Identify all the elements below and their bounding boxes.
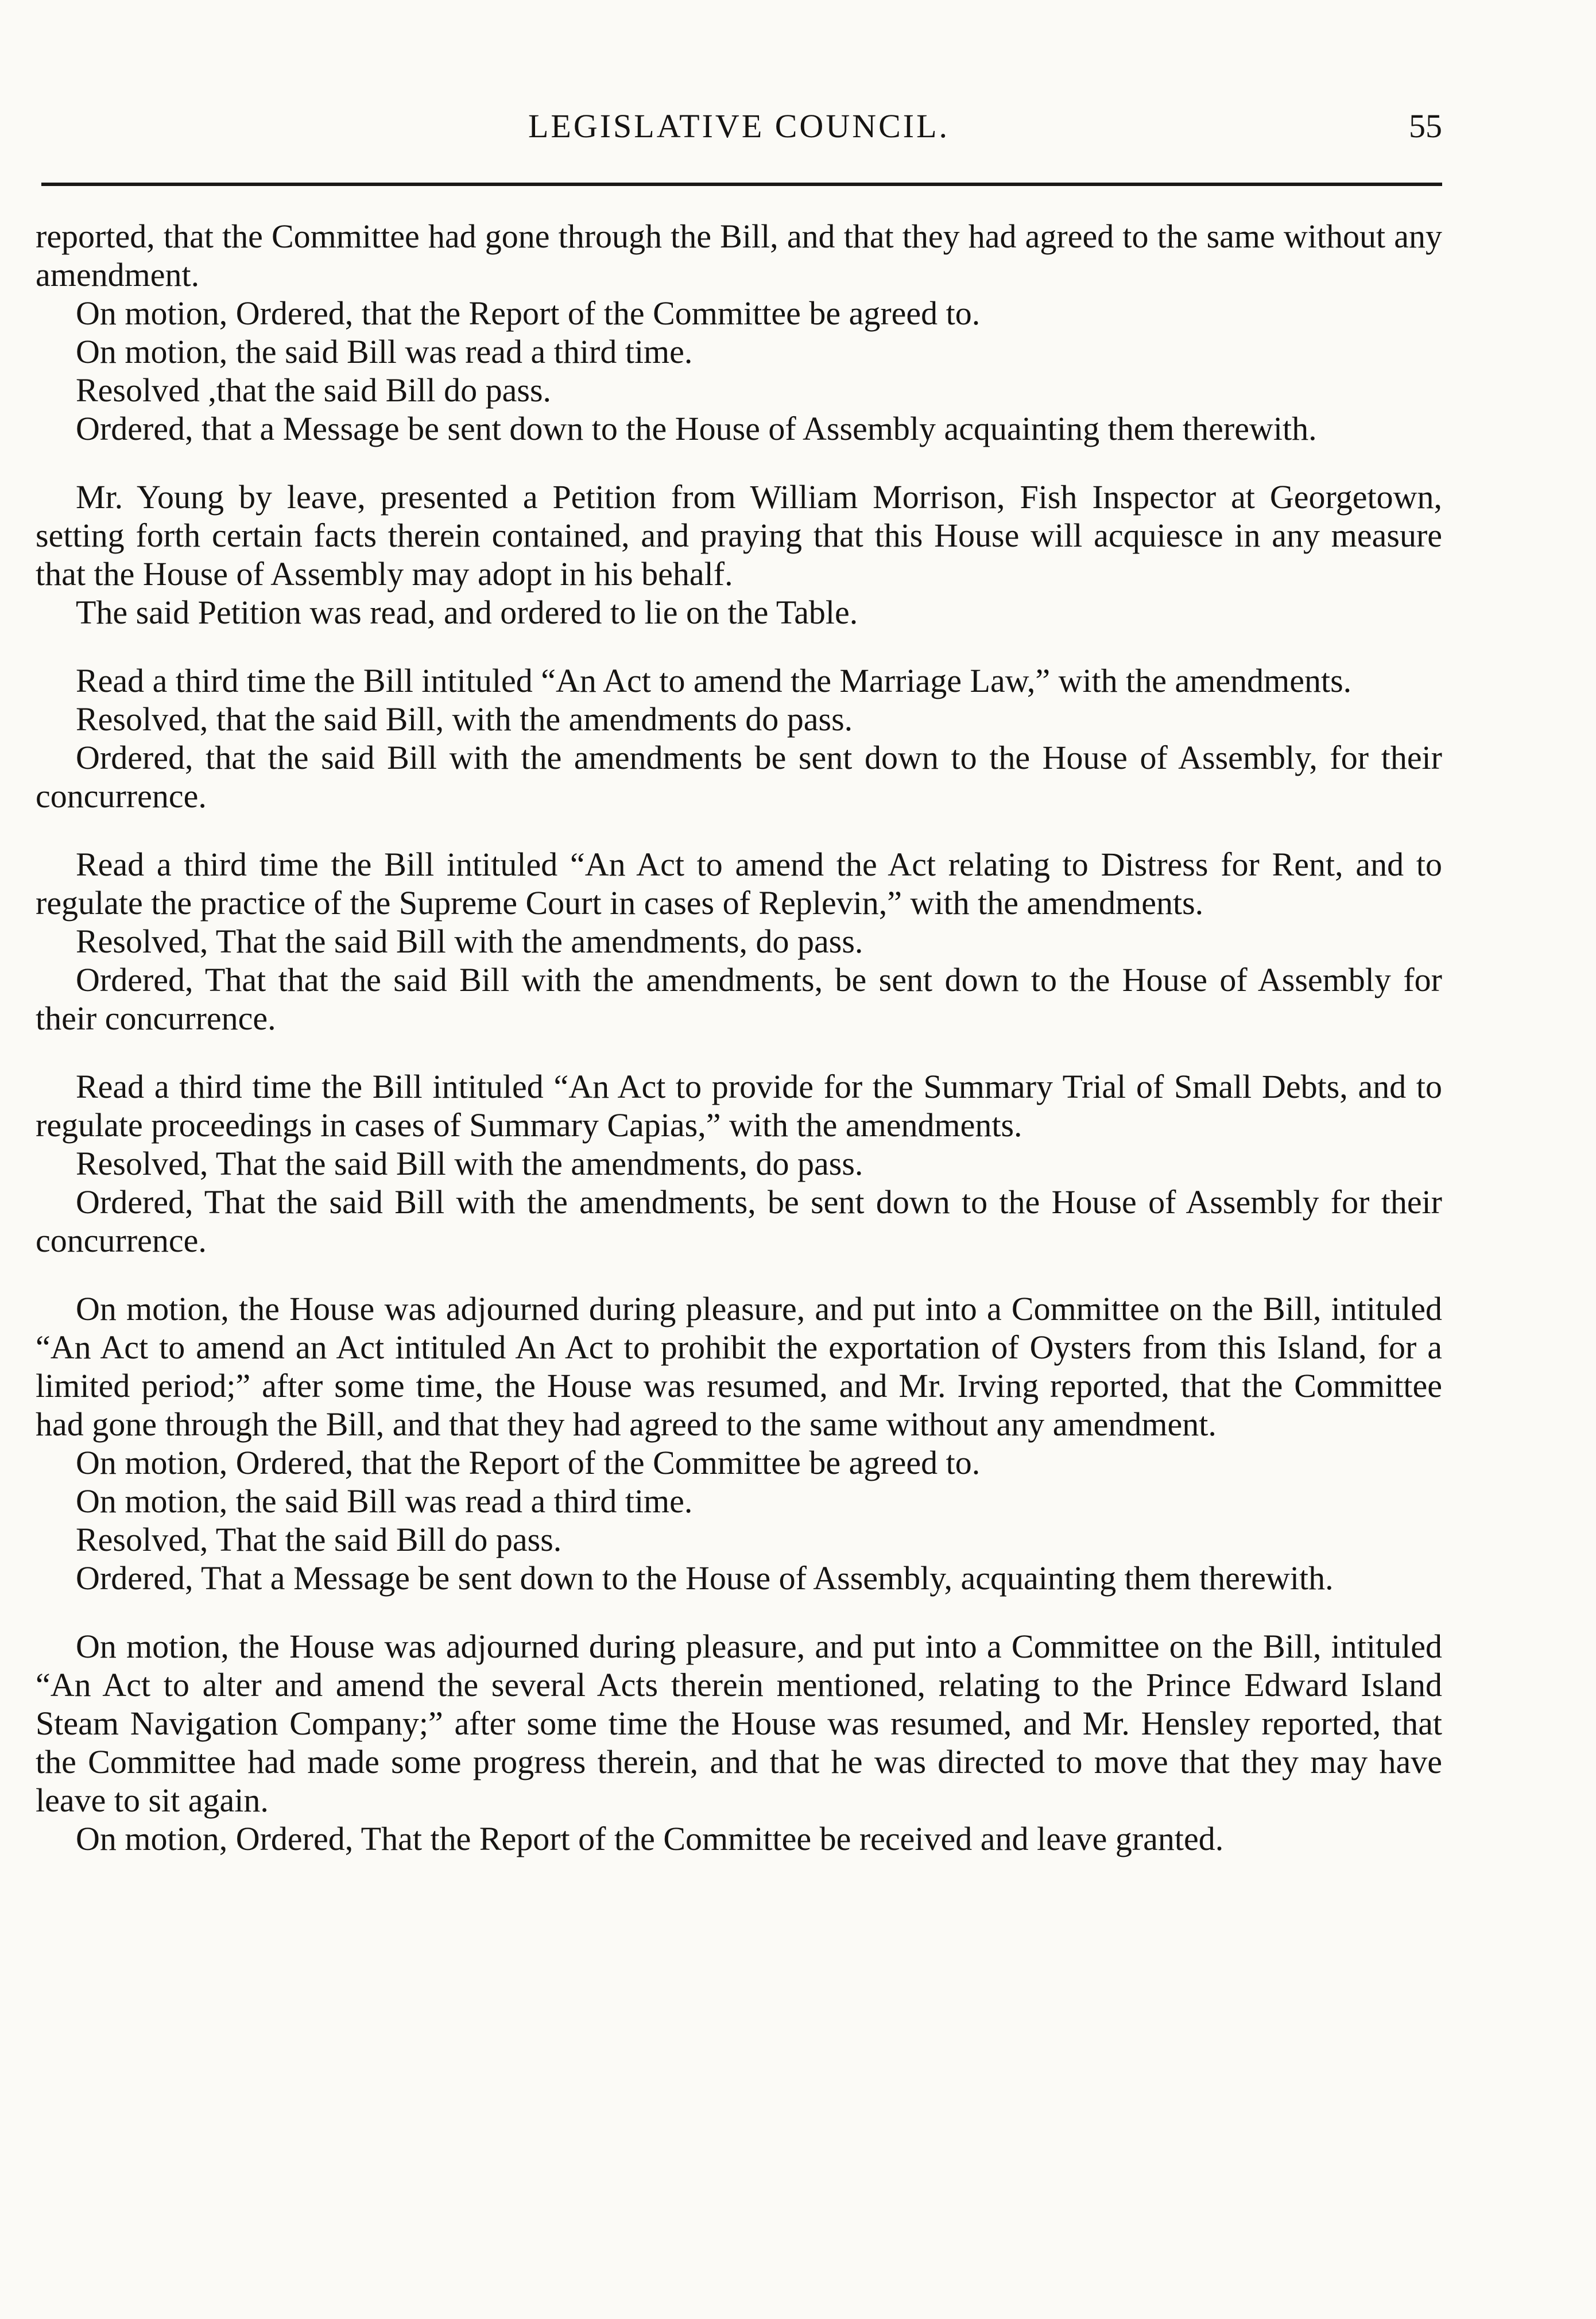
paragraph: On motion, Ordered, that the Report of the Committee be agreed to. [76, 295, 981, 332]
entry-block [36, 845, 1442, 1037]
paragraph: Ordered, that the said Bill with the amendments be sent down to the House of Assembly, for their concurrence. [36, 739, 1442, 815]
paragraph: Resolved ,that the said Bill do pass. [76, 371, 552, 409]
entry-block [36, 1290, 1442, 1597]
entry-block [36, 1067, 1442, 1260]
paragraph: On motion, Ordered, that the Report of the Committee be agreed to. [76, 1444, 981, 1481]
paragraph: reported, that the Committee had gone through the Bill, and that they had agreed to the same without any amendment. [36, 218, 1442, 293]
paragraph: Resolved, that the said Bill, with the amendments do pass. [76, 700, 853, 738]
paragraph: Read a third time the Bill intituled “An Act to provide for the Summary Trial of Small Debts, and to regulate proceedings in cases of Summary Capias,” with the amendments. [36, 1068, 1442, 1144]
paragraph: Ordered, that a Message be sent down to the House of Assembly acquainting them therewith. [76, 410, 1317, 447]
paragraph: Ordered, That that the said Bill with the amendments, be sent down to the House of Assembly for their concurrence. [36, 961, 1442, 1037]
paragraph: Ordered, That a Message be sent down to the House of Assembly, acquainting them therewith. [76, 1559, 1334, 1597]
entry-block [36, 217, 1442, 448]
entry-block [36, 661, 1442, 815]
page-number: 55 [1409, 107, 1442, 145]
entry-block [36, 1627, 1442, 1858]
entry-block [36, 478, 1442, 632]
header-rule [41, 183, 1442, 186]
paragraph: On motion, the House was adjourned during pleasure, and put into a Committee on the Bill, intituled “An Act to amend an Act intituled An Act to prohibit the exportation of Oysters from this Island, for a limited period;” after some time, the House was resumed, and Mr. Irving reported, that the Committee had gone through the Bill, and that they had agreed to the same without any amendment. [36, 1290, 1442, 1443]
paragraph: The said Petition was read, and ordered to lie on the Table. [76, 594, 858, 631]
paragraph: On motion, the House was adjourned during pleasure, and put into a Committee on the Bill, intituled “An Act to alter and amend the several Acts therein mentioned, relating to the Prince Edward Island Steam Navigation Company;” after some time the House was resumed, and Mr. Hensley reported, that the Committee had made some progress therein, and that he was directed to move that they may have leave to sit again. [36, 1628, 1442, 1819]
paragraph: On motion, the said Bill was read a third time. [76, 1482, 693, 1520]
running-title: LEGISLATIVE COUNCIL. [528, 107, 950, 145]
paragraph: Mr. Young by leave, presented a Petition from William Morrison, Fish Inspector at Georgetown, setting forth certain facts therein contained, and praying that this House will acquiesce in any measure that the House of Assembly may adopt in his behalf. [36, 478, 1442, 593]
paragraph: Read a third time the Bill intituled “An Act to amend the Act relating to Distress for Rent, and to regulate the practice of the Supreme Court in cases of Replevin,” with the amendments. [36, 846, 1442, 922]
paragraph: Resolved, That the said Bill do pass. [76, 1521, 562, 1558]
paragraph: Read a third time the Bill intituled “An Act to amend the Marriage Law,” with the amendments. [76, 662, 1352, 699]
page-header [36, 102, 1442, 154]
paragraph: Ordered, That the said Bill with the amendments, be sent down to the House of Assembly for their concurrence. [36, 1183, 1442, 1259]
paragraph: On motion, the said Bill was read a third time. [76, 333, 693, 370]
paragraph: Resolved, That the said Bill with the amendments, do pass. [76, 923, 863, 960]
document-body [36, 217, 1442, 1888]
paragraph: On motion, Ordered, That the Report of the Committee be received and leave granted. [76, 1820, 1224, 1857]
paragraph: Resolved, That the said Bill with the amendments, do pass. [76, 1145, 863, 1182]
